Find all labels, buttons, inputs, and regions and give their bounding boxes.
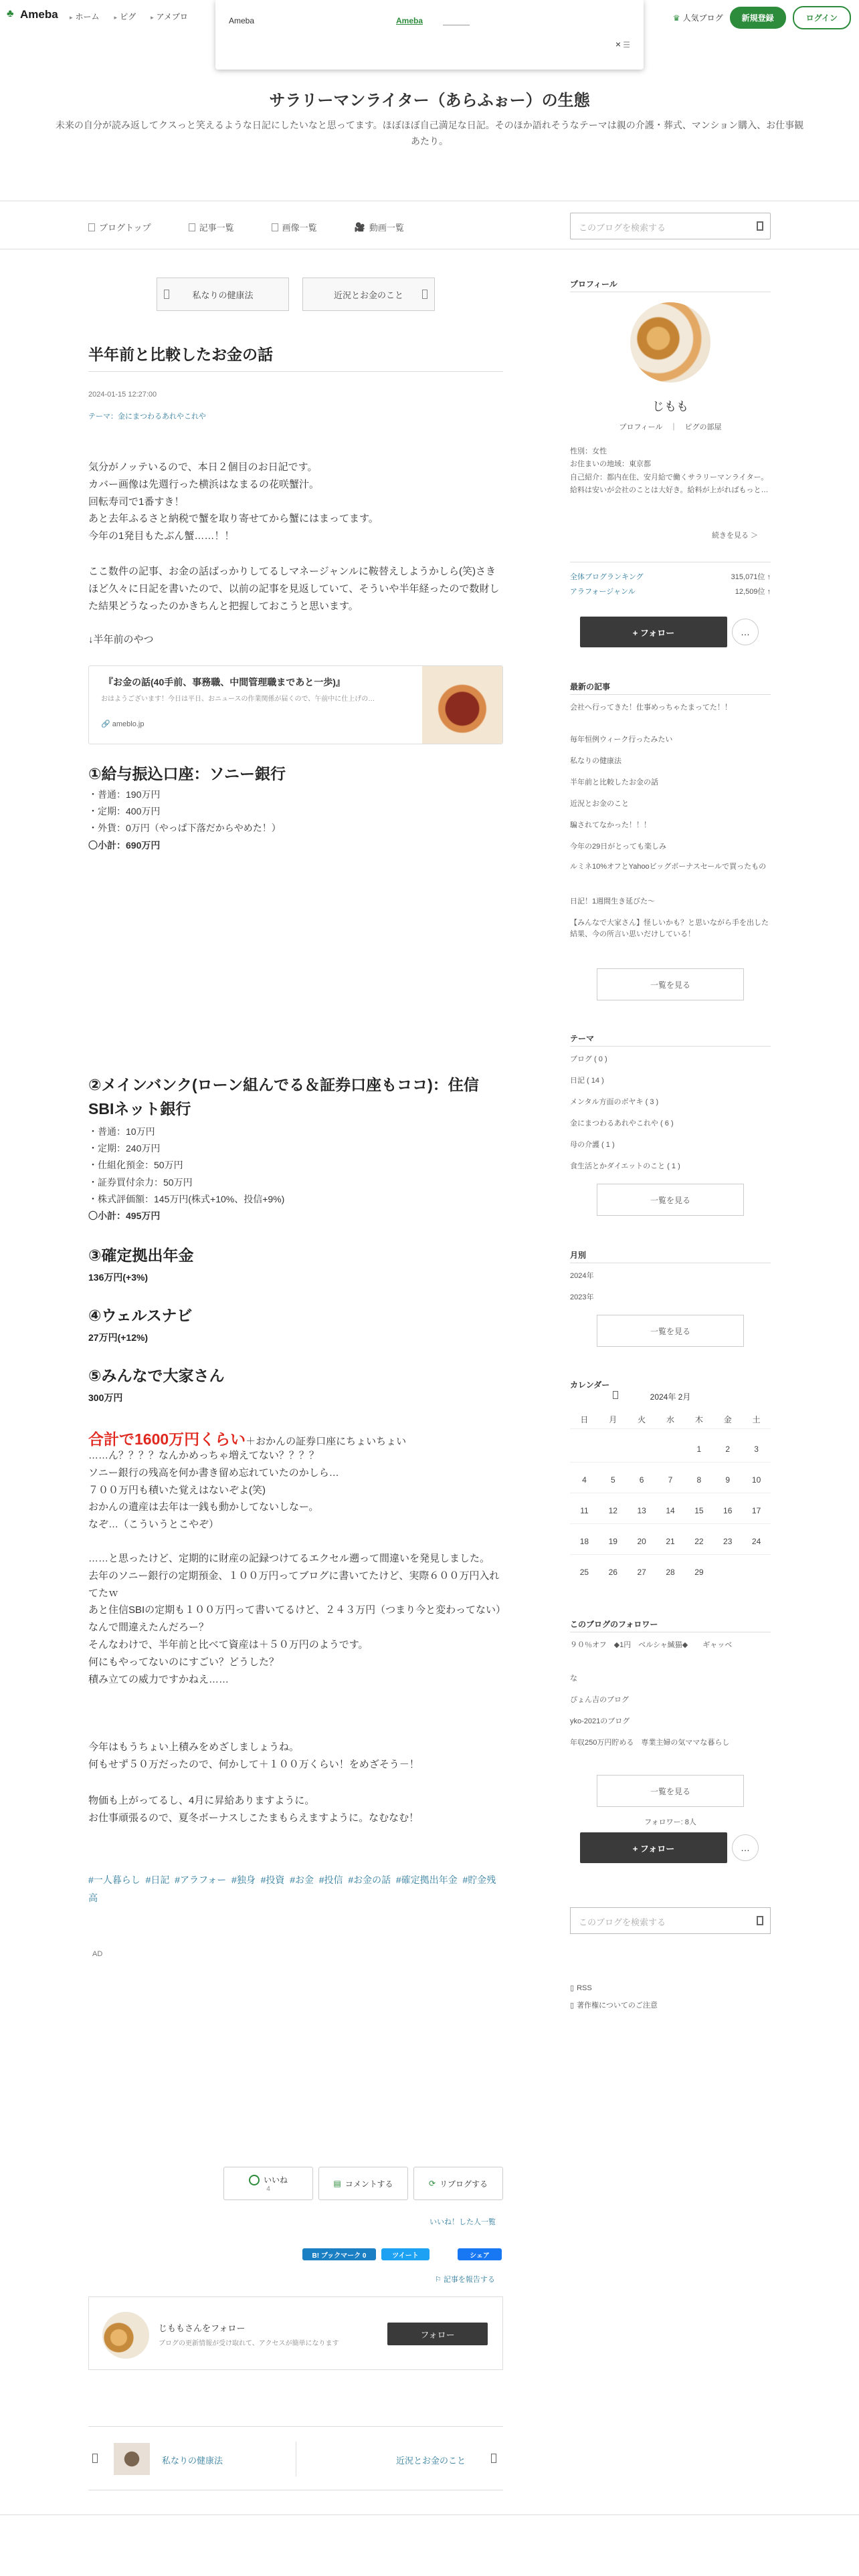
weekday: 金 xyxy=(723,1415,732,1424)
rss-label: RSS xyxy=(577,1983,592,1992)
text-line: 何もせず５０万だったので、何かして＋１００万くらい！をめざそう－！ xyxy=(88,1758,419,1770)
profile-avatar[interactable] xyxy=(630,302,710,383)
prev-entry-thumbnail[interactable] xyxy=(114,2443,150,2475)
profile-gender: 性別：女性 xyxy=(570,447,607,455)
like-icon xyxy=(249,2175,260,2185)
rss-icon: ▯ xyxy=(570,1984,575,1992)
calendar-day xyxy=(742,1568,771,1577)
follow-card-description: ブログの更新情報が受け取れて、アクセスが簡単になります xyxy=(159,2340,339,2347)
weekday: 木 xyxy=(694,1415,703,1424)
list-item: ・仕組化預金：50万円 xyxy=(88,1160,183,1171)
crown-icon: ♛ xyxy=(672,13,680,23)
nav-pigg-label: ピグ xyxy=(120,12,136,21)
calendar-heading: カレンダー xyxy=(570,1380,610,1390)
calendar-month xyxy=(570,1391,771,1402)
chevron-left-icon[interactable] xyxy=(92,2454,98,2463)
follower-blog[interactable]: な xyxy=(570,1675,577,1683)
calendar-month-label: 2024年 2月 xyxy=(650,1392,691,1402)
text-line: なんで間違えたんだろー？ xyxy=(88,1622,209,1634)
calendar-day: 11 xyxy=(580,1506,589,1515)
video-icon: 🎥 xyxy=(354,221,365,232)
intro-paragraph xyxy=(88,459,503,545)
calendar-week xyxy=(570,1475,771,1485)
ameba-logo[interactable] xyxy=(7,8,58,21)
paragraph-3 xyxy=(88,1447,503,1533)
calendar-day: 1 xyxy=(696,1444,702,1454)
calendar-day: 22 xyxy=(694,1537,704,1546)
image-icon xyxy=(272,223,278,231)
section-heading: ④ウェルスナビ xyxy=(88,1307,193,1324)
calendar-day: 9 xyxy=(725,1475,731,1485)
text-line: そんなわけで、半年前と比べて資産は＋５０万円のようです。 xyxy=(88,1638,369,1650)
copyright-link[interactable] xyxy=(570,2000,658,2010)
nav-image-list-label: 画像一覧 xyxy=(282,223,317,233)
text-line: お仕事頑張るので、夏冬ボーナスしこたまもらえますように。なむなむ！ xyxy=(88,1812,419,1824)
profile-info xyxy=(570,445,771,497)
follower-blog[interactable]: yko-2021のブログ xyxy=(570,1717,630,1725)
text-line: あと住信SBIの定期も１００万円って書いてるけど、２４３万円（つまり今と変わってない） xyxy=(88,1604,506,1616)
ameba-logo-icon: ♣ xyxy=(7,8,14,19)
report-label: 記事を報告する xyxy=(443,2276,495,2284)
top-right-group xyxy=(673,6,851,29)
popular-blog-label: 人気ブログ xyxy=(682,13,723,23)
list-item: ・株式評価額：145万円(株式+10%、投信+9%) xyxy=(88,1193,285,1204)
section-heading: ⑤みんなで大家さん xyxy=(88,1367,225,1384)
hashtag[interactable]: #独身 xyxy=(231,1874,256,1885)
blog-title[interactable]: サラリーマンライター（あらふぉー）の生態 xyxy=(269,91,590,110)
calendar-day: 3 xyxy=(754,1444,759,1454)
calendar-day: 18 xyxy=(579,1537,589,1546)
profile-name[interactable]: じもも xyxy=(652,400,688,413)
reblog-icon: ⟳ xyxy=(428,2179,436,2188)
comment-icon: ▤ xyxy=(333,2179,341,2188)
tweet-button[interactable]: ツイート xyxy=(381,2248,430,2260)
section-heading: ②メインバンク(ローン組んでる＆証券口座もココ)：住信SBIネット銀行 xyxy=(88,1076,479,1117)
item-list xyxy=(88,1123,284,1224)
chevron-right-icon: ▸ xyxy=(151,14,154,21)
month-item[interactable]: 2023年 xyxy=(570,1293,594,1301)
follower-blog[interactable]: 年収250万円貯める 専業主婦の気ママな暮らし xyxy=(570,1739,730,1747)
nav-ameblo-label: アメブロ xyxy=(156,12,188,21)
calendar-week xyxy=(570,1444,771,1454)
entry-title[interactable]: 半年前と比較したお金の話 xyxy=(88,346,273,363)
comment-label: コメントする xyxy=(345,2179,393,2189)
nav-home[interactable] xyxy=(70,11,100,22)
like-count: 4 xyxy=(266,2185,270,2193)
calendar-day xyxy=(599,1444,628,1454)
ranking-row[interactable] xyxy=(570,571,771,582)
recent-item[interactable]: 近況とお金のこと xyxy=(570,800,629,808)
chevron-left-icon[interactable] xyxy=(613,1391,618,1399)
search-icon[interactable] xyxy=(757,1916,763,1925)
copyright-label: 著作権についてのご注意 xyxy=(577,2002,658,2010)
nav-ameblo[interactable] xyxy=(151,11,188,22)
text-line: ７００万円も積いた覚えはないぞよ(笑) xyxy=(88,1484,266,1496)
login-button[interactable]: ログイン xyxy=(793,6,851,29)
hashtag[interactable]: #お金 xyxy=(290,1874,314,1885)
calendar-day: 5 xyxy=(610,1475,615,1485)
total-note: ＋おかんの証券口座にちょいちょい xyxy=(246,1436,407,1447)
prev-entry-label: 私なりの健康法 xyxy=(192,290,254,300)
like-button[interactable] xyxy=(223,2167,313,2200)
calendar-week xyxy=(570,1537,771,1546)
hashtag[interactable]: #お金の話 xyxy=(348,1874,391,1885)
theme-heading: テーマ xyxy=(570,1034,595,1043)
card-thumbnail xyxy=(422,666,502,744)
text-line: ……ん？？？？なんかめっちゃ増えてない？？？？ xyxy=(88,1450,319,1461)
theme-item[interactable]: 食生活とかダイエットのこと ( 1 ) xyxy=(570,1162,680,1170)
recent-item[interactable]: 日記！1週間生き延びた～ xyxy=(570,897,656,905)
text-line: おかんの遺産は去年は一銭も動かしてないしなー。 xyxy=(88,1501,319,1513)
popover-link[interactable]: Ameba xyxy=(396,16,423,25)
calendar-day: 4 xyxy=(582,1475,587,1485)
calendar-week xyxy=(570,1506,771,1515)
profile-link[interactable]: プロフィール xyxy=(619,423,663,431)
calendar-day: 10 xyxy=(751,1475,761,1485)
avatar[interactable] xyxy=(102,2312,149,2359)
divider xyxy=(0,2514,859,2515)
pigg-room-link[interactable]: ピグの部屋 xyxy=(684,423,722,431)
calendar-day: 7 xyxy=(668,1475,673,1485)
calendar-day: 12 xyxy=(608,1506,617,1515)
home-icon xyxy=(88,223,95,231)
global-nav xyxy=(88,221,404,233)
sidebar-search-input[interactable] xyxy=(570,1907,771,1934)
follow-card xyxy=(88,2296,503,2370)
text-line: あと去年ふるさと納税で蟹を取り寄せてから蟹にはまってます。 xyxy=(88,513,379,525)
like-list-link[interactable]: いいね！した人一覧 xyxy=(430,2218,496,2226)
ranking-value: 12,509位 ↑ xyxy=(735,588,771,596)
divider xyxy=(570,1462,771,1463)
close-icon[interactable]: × xyxy=(615,39,621,49)
list-item: ・普通：190万円 xyxy=(88,789,161,800)
arrow-text: ↓半年前のやつ xyxy=(88,634,154,645)
paragraph-2: ここ数件の記事、お金の話ばっかりしてるしマネージャンルに鞍替えしようかしら(笑)さきほど久々に日記を書いたので、以前の記事を見返していて、そういや半年経ったので数財した結果どうなったのかきちんと把握しておこうと思います。 xyxy=(88,566,500,612)
list-item: ・外貨：0万円（やっぱ下落だからやめた！） xyxy=(88,823,281,834)
nav-blog-top-label: ブログトップ xyxy=(99,223,151,233)
nav-pigg[interactable] xyxy=(114,11,136,22)
profile-more-link[interactable]: 続きを見る ＞ xyxy=(712,532,759,540)
text-line: カバー画像は先週行った横浜はなまるの花咲蟹汁。 xyxy=(88,478,320,490)
list-item: ・普通：10万円 xyxy=(88,1126,155,1137)
calendar-day: 6 xyxy=(639,1475,644,1485)
like-label: いいね xyxy=(263,2175,288,2185)
next-entry-button[interactable] xyxy=(302,278,435,311)
text-line: 回転寿司で1番すき！ xyxy=(88,496,185,508)
hashtag[interactable]: #アラフォー xyxy=(175,1874,227,1885)
nav-image-list[interactable] xyxy=(272,221,317,233)
section-value: 136万円(+3%) xyxy=(88,1272,149,1283)
profile-heading: プロフィール xyxy=(570,280,617,289)
text-line: 気分がノッテいるので、本日２個目のお日記です。 xyxy=(88,461,318,473)
chevron-right-icon: ▸ xyxy=(70,14,73,21)
paragraph-5 xyxy=(88,1739,503,1774)
divider xyxy=(570,1428,771,1429)
entry-date: 2024-01-15 12:27:00 xyxy=(88,391,157,399)
calendar-day: 2 xyxy=(725,1444,731,1454)
header-popover xyxy=(215,0,644,70)
paragraph-6 xyxy=(88,1792,503,1827)
text-line: なぞ…（こういうとこやぞ） xyxy=(88,1519,219,1531)
follow-card-title: じももさんをフォロー xyxy=(159,2323,246,2333)
theme-item[interactable]: 金にまつわるあれやこれや ( 6 ) xyxy=(570,1119,674,1128)
menu-icon[interactable]: ☰ xyxy=(623,40,630,49)
logo-text: Ameba xyxy=(20,8,58,21)
recent-item[interactable]: 半年前と比較したお金の話 xyxy=(570,778,658,786)
theme-item[interactable]: 母の介護 ( 1 ) xyxy=(570,1141,615,1149)
register-button[interactable]: 新規登録 xyxy=(730,7,786,29)
calendar-day xyxy=(656,1444,685,1454)
ad-label: AD xyxy=(92,1950,103,1958)
recent-item[interactable]: 会社へ行ってきた！仕事めっちゃたまってた！！ xyxy=(570,704,732,712)
hashtag[interactable]: #貯金残高 xyxy=(88,1874,496,1903)
recent-heading: 最新の記事 xyxy=(570,682,611,691)
list-item: ・定期：400万円 xyxy=(88,806,161,817)
profile-bio: 自己紹介：都内在住、安月給で働くサラリーマンライター。 給料は安いが会社のことは大好き。給料が上がればもっと… xyxy=(570,473,769,494)
divider xyxy=(570,1554,771,1555)
reblog-button[interactable] xyxy=(413,2167,503,2200)
facebook-share-button[interactable]: シェア xyxy=(458,2248,502,2260)
theme-item[interactable]: 日記 ( 14 ) xyxy=(570,1077,604,1085)
section-value: 300万円 xyxy=(88,1392,123,1403)
divider xyxy=(570,1523,771,1524)
profile-links: プロフィール ｜ ピグの部屋 xyxy=(619,423,722,431)
divider xyxy=(570,694,771,695)
popover-label: Ameba xyxy=(229,16,255,25)
follower-count: フォロワー: 8人 xyxy=(644,1818,696,1826)
popover-input[interactable] xyxy=(443,16,470,25)
calendar-day: 27 xyxy=(637,1568,646,1577)
calendar-day: 23 xyxy=(723,1537,733,1546)
section-heading: ③確定拠出年金 xyxy=(88,1247,194,1264)
search-placeholder: このブログを検索する xyxy=(579,223,666,233)
weekday: 日 xyxy=(580,1415,589,1424)
hashtag-list xyxy=(88,1871,503,1907)
recent-item[interactable]: 今年の29日がとっても楽しみ xyxy=(570,843,667,851)
more-options-icon[interactable]: … xyxy=(732,619,759,645)
hashtag[interactable]: #一人暮らし xyxy=(88,1874,140,1885)
nav-home-label: ホーム xyxy=(75,12,100,21)
follow-button[interactable]: フォロー xyxy=(387,2323,488,2345)
recent-item[interactable]: ルミネ10%オフとYahooビッグボーナスセールで買ったもの xyxy=(570,863,767,871)
calendar-day xyxy=(628,1444,656,1454)
divider xyxy=(88,371,503,372)
month-see-all-button[interactable]: 一覧を見る xyxy=(597,1315,744,1347)
reblog-label: リブログする xyxy=(440,2179,488,2189)
calendar-day: 24 xyxy=(751,1537,761,1546)
calendar-day: 19 xyxy=(608,1537,617,1546)
calendar-day: 25 xyxy=(579,1568,589,1577)
prev-entry-link[interactable]: 私なりの健康法 xyxy=(162,2456,223,2466)
card-description: おはようございます！今日は平日、おニュースの作業関係が届くので、午前中に仕上げの… xyxy=(101,695,375,703)
entry-theme[interactable]: テーマ：金にまつわるあれやこれや xyxy=(88,413,206,421)
nav-entry-list[interactable] xyxy=(189,221,234,233)
top-nav xyxy=(70,11,188,22)
section-value: 27万円(+12%) xyxy=(88,1332,149,1343)
text-line: 何にもやってないのにすごい？どうした？ xyxy=(88,1656,280,1668)
comment-button[interactable] xyxy=(318,2167,408,2200)
card-source-label: ameblo.jp xyxy=(112,720,145,728)
document-icon: ▯ xyxy=(570,2001,575,2010)
calendar-day xyxy=(570,1444,599,1454)
recent-item[interactable]: 私なりの健康法 xyxy=(570,757,622,765)
weekday: 月 xyxy=(609,1415,617,1424)
paragraph-4 xyxy=(88,1550,506,1688)
calendar-day: 13 xyxy=(637,1506,646,1515)
followers-see-all-button[interactable]: 一覧を見る xyxy=(597,1775,744,1807)
recent-see-all-button[interactable]: 一覧を見る xyxy=(597,968,744,1000)
calendar-week xyxy=(570,1568,771,1577)
report-link[interactable] xyxy=(435,2274,495,2284)
calendar-day: 15 xyxy=(694,1506,704,1515)
calendar-day: 14 xyxy=(666,1506,675,1515)
follower-blog[interactable]: ９０％オフ ◆1円 ベルシャ緘猫◆ ギャッベ xyxy=(570,1641,733,1649)
chevron-left-icon xyxy=(164,290,169,299)
total-line xyxy=(88,1427,406,1449)
next-entry-link[interactable]: 近況とお金のこと xyxy=(395,2456,466,2466)
popular-blog-link[interactable] xyxy=(673,12,723,23)
nav-video-list-label: 動画一覧 xyxy=(369,223,404,233)
recent-item[interactable]: 【みんなで大家さん】怪しいかも？と思いながら手を出した結果、今の所言い思いだけしている！ xyxy=(570,919,769,938)
list-icon xyxy=(189,223,195,231)
text-line: ……と思ったけど、定期的に財産の記録つけてるエクセル遡って間違いを発見しました。 xyxy=(88,1553,490,1564)
profile-location: お住まいの地域：東京都 xyxy=(570,460,651,469)
section-heading: ①給与振込口座：ソニー銀行 xyxy=(88,765,286,782)
calendar-day: 8 xyxy=(696,1475,702,1485)
month-heading: 月別 xyxy=(570,1251,587,1260)
prev-next-nav xyxy=(88,2426,503,2490)
month-item[interactable]: 2024年 xyxy=(570,1272,594,1280)
divider xyxy=(570,1046,771,1047)
calendar-day: 16 xyxy=(723,1506,733,1515)
calendar-day: 26 xyxy=(608,1568,617,1577)
total-amount: 合計で1600万円くらい xyxy=(88,1430,246,1448)
item-list xyxy=(88,786,281,854)
search-icon[interactable] xyxy=(757,221,763,231)
text-line: 去年のソニー銀行の定期預金、１００万円ってブログに書いてたけど、実際６００万円入れてたｗ xyxy=(88,1570,500,1599)
card-source xyxy=(101,720,144,728)
flag-icon: ⚐ xyxy=(435,2276,444,2284)
calendar-day: 29 xyxy=(694,1568,704,1577)
next-entry-label: 近況とお金のこと xyxy=(333,290,403,300)
weekday: 土 xyxy=(752,1415,761,1424)
blog-description: 未来の自分が読み返してクスっと笑えるような日記にしたいなと思ってます。ほぼほぼ自己満足な日記。そのほか語れそうなテーマは親の介護・葬式、マンション購入、お仕事観あたり。 xyxy=(55,120,804,146)
ranking-label: 全体ブログランキング xyxy=(570,573,644,581)
sidebar-follow-button[interactable]: + フォロー xyxy=(580,617,727,647)
rss-link[interactable] xyxy=(570,1983,592,1992)
list-item: ・証券買付余力：50万円 xyxy=(88,1176,193,1188)
hatena-bookmark-button[interactable]: B! ブックマーク 0 xyxy=(302,2248,376,2260)
ranking-row[interactable] xyxy=(570,586,771,597)
list-item: ・定期：240万円 xyxy=(88,1143,161,1154)
calendar-day: 17 xyxy=(751,1506,761,1515)
nav-blog-top[interactable] xyxy=(88,221,151,233)
subtotal: 〇小計：495万円 xyxy=(88,1210,161,1221)
calendar-day: 21 xyxy=(666,1537,675,1546)
more-options-icon[interactable]: … xyxy=(732,1834,759,1861)
text-line: 今年はもうちょい上積みをめざしましょうね。 xyxy=(88,1741,300,1753)
hashtag[interactable]: #確定拠出年金 xyxy=(395,1874,458,1885)
nav-video-list[interactable] xyxy=(355,221,404,233)
text-line: 物価も上がってるし、4月に昇給ありますように。 xyxy=(88,1795,315,1806)
card-title: 『お金の話(40手前、事務職、中間管理職まであと一歩)』 xyxy=(104,677,345,687)
search-placeholder: このブログを検索する xyxy=(579,1917,666,1927)
hashtag[interactable]: #日記 xyxy=(145,1874,170,1885)
ranking-label: アラフォージャンル xyxy=(570,588,636,596)
link-icon: 🔗 xyxy=(101,720,112,728)
recent-item[interactable]: 騙されてなかった！！！ xyxy=(570,821,651,829)
weekday: 火 xyxy=(638,1415,646,1424)
theme-item[interactable]: メンタル方面のボヤキ ( 3 ) xyxy=(570,1098,659,1106)
blog-search-input[interactable] xyxy=(570,213,771,239)
hashtag[interactable]: #投信 xyxy=(318,1874,343,1885)
text-line: 今年の1発目もたぶん蟹……！！ xyxy=(88,530,235,542)
prev-entry-button[interactable] xyxy=(157,278,289,311)
hashtag[interactable]: #投資 xyxy=(260,1874,285,1885)
text-line: ソニー銀行の残高を何か書き留め忘れていたのかしら… xyxy=(88,1467,339,1479)
calendar-day: 20 xyxy=(637,1537,646,1546)
recent-item[interactable]: 毎年恒例ウィーク行ったみたい xyxy=(570,736,673,744)
text-line: 積み立ての威力ですかねえ…… xyxy=(88,1673,229,1685)
nav-entry-list-label: 記事一覧 xyxy=(199,223,234,233)
calendar-weekdays xyxy=(570,1414,771,1425)
calendar-day: 28 xyxy=(666,1568,675,1577)
link-card[interactable] xyxy=(88,665,503,744)
chevron-right-icon[interactable] xyxy=(491,2454,496,2463)
theme-item[interactable]: ブログ ( 0 ) xyxy=(570,1055,607,1063)
chevron-right-icon: ▸ xyxy=(114,14,118,21)
follower-blog[interactable]: ぴょん吉のブログ xyxy=(570,1696,629,1704)
weekday: 水 xyxy=(666,1415,675,1424)
chevron-right-icon xyxy=(422,290,427,299)
calendar-day xyxy=(713,1568,742,1577)
theme-see-all-button[interactable]: 一覧を見る xyxy=(597,1184,744,1216)
subtotal: 〇小計：690万円 xyxy=(88,839,161,851)
ranking-value: 315,071位 ↑ xyxy=(731,573,771,581)
followers-heading: このブログのフォロワー xyxy=(570,1620,658,1629)
sidebar-follow-button-2[interactable]: + フォロー xyxy=(580,1832,727,1863)
